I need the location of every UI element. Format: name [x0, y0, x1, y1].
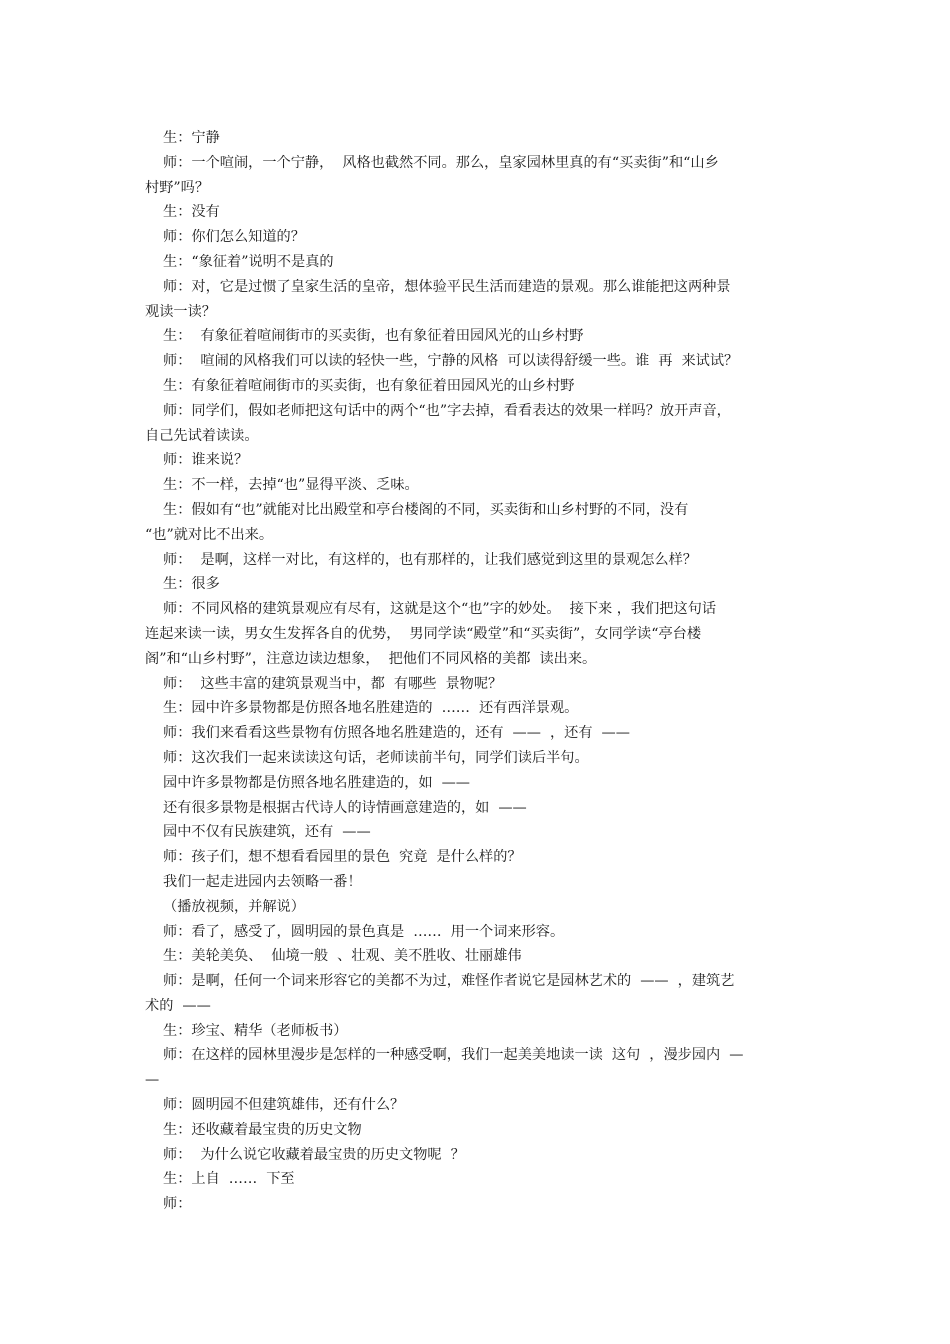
text-line: 阁”和“山乡村野”，注意边读边想象， 把他们不同风格的美都 读出来。 [145, 650, 597, 667]
text-line: 师：对，它是过惯了皇家生活的皇帝，想体验平民生活而建造的景观。那么谁能把这两种景 [145, 278, 731, 295]
text-line: 生：还收藏着最宝贵的历史文物 [145, 1121, 362, 1138]
text-line: 师：我们来看看这些景物有仿照各地名胜建造的，还有 —— ，还有 —— [145, 725, 630, 742]
text-line: 我们一起走进园内去领略一番！ [145, 873, 362, 890]
text-line: 生：没有 [145, 204, 220, 221]
text-line: 师：谁来说？ [145, 452, 249, 469]
text-line: 师：你们怎么知道的？ [145, 229, 305, 246]
text-line: 生：园中许多景物都是仿照各地名胜建造的 …… 还有西洋景观。 [145, 700, 579, 717]
text-line: 师：一个喧闹，一个宁静， 风格也截然不同。那么，皇家园林里真的有“买卖街”和“山乡 [145, 154, 719, 171]
text-line: 园中许多景物都是仿照各地名胜建造的，如 —— [145, 774, 470, 791]
text-line: （播放视频，并解说） [145, 898, 305, 915]
text-line: 师：是啊，任何一个词来形容它的美都不为过，难怪作者说它是园林艺术的 —— ，建筑艺 [145, 973, 735, 990]
text-line: “也”就对比不出来。 [145, 526, 274, 543]
text-line: 还有很多景物是根据古代诗人的诗情画意建造的，如 —— [145, 799, 527, 816]
text-line: 师：圆明园不但建筑雄伟，还有什么？ [145, 1097, 405, 1114]
text-line: 生：美轮美奂、 仙境一般 、壮观、美不胜收、壮丽雄伟 [145, 948, 522, 965]
text-line: 生：有象征着喧闹街市的买卖街，也有象征着田园风光的山乡村野 [145, 377, 575, 394]
text-line: 生：宁静 [145, 130, 220, 146]
text-line: — [145, 1072, 160, 1089]
text-line: 师：不同风格的建筑景观应有尽有，这就是这个“也”字的妙处。 接下来 ，我们把这句话 [145, 601, 717, 618]
text-line: 生：上自 …… 下至 [145, 1171, 295, 1188]
text-line: 生：很多 [145, 576, 220, 593]
text-line: 自己先试着读读。 [145, 427, 259, 444]
text-line: 师： 喧闹的风格我们可以读的轻快一些，宁静的风格 可以读得舒缓一些。谁 再 来试试？ [145, 353, 739, 370]
text-line: 生：不一样，去掉“也”显得平淡、乏味。 [145, 477, 419, 494]
text-line: 生：“象征着”说明不是真的 [145, 253, 334, 270]
text-line: 师： 为什么说它收藏着最宝贵的历史文物呢 ？ [145, 1146, 465, 1163]
text-line: 师：这次我们一起来读读这句话，老师读前半句，同学们读后半句。 [145, 749, 589, 766]
text-line: 生：珍宝、精华（老师板书） [145, 1022, 348, 1039]
document-body [145, 126, 810, 1217]
text-line: 师：看了，感受了，圆明园的景色真是 …… 用一个词来形容。 [145, 923, 565, 940]
text-line: 村野”吗？ [145, 179, 210, 196]
text-line: 生： 有象征着喧闹街市的买卖街，也有象征着田园风光的山乡村野 [145, 328, 584, 345]
text-line: 生：假如有“也”就能对比出殿堂和亭台楼阁的不同，买卖街和山乡村野的不同，没有 [145, 501, 689, 518]
text-line: 术的 —— [145, 997, 211, 1014]
text-line: 师：在这样的园林里漫步是怎样的一种感受啊，我们一起美美地读一读 这句 ，漫步园内 — [145, 1047, 744, 1064]
text-line: 园中不仅有民族建筑，还有 —— [145, 824, 371, 841]
text-line: 师：同学们，假如老师把这句话中的两个“也”字去掉，看看表达的效果一样吗？放开声音， [145, 402, 731, 419]
text-line: 师：孩子们，想不想看看园里的景色 究竟 是什么样的？ [145, 849, 522, 866]
text-line: 连起来读一读，男女生发挥各自的优势， 男同学读“殿堂”和“买卖街”，女同学读“亭台楼 [145, 625, 702, 642]
text-line: 师： 这些丰富的建筑景观当中，都 有哪些 景物呢？ [145, 675, 503, 692]
text-line: 师： 是啊，这样一对比，有这样的，也有那样的，让我们感觉到这里的景观怎么样？ [145, 551, 697, 568]
text-line: 观读一读？ [145, 303, 216, 320]
text-line: 师： [145, 1196, 192, 1213]
